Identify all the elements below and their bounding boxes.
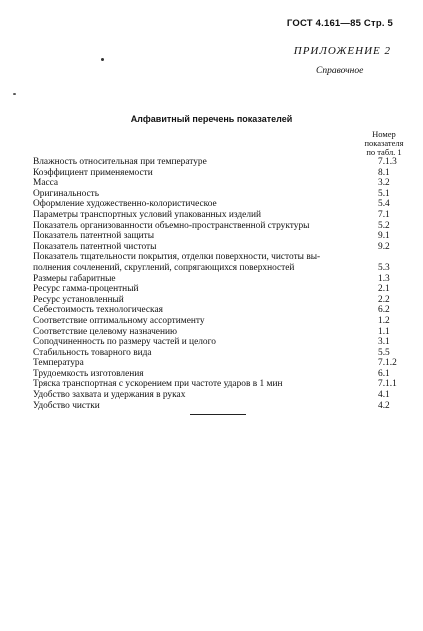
indicator-name: Оформление художественно-колористическое: [33, 199, 217, 210]
indicator-name: Влажность относительная при температуре: [33, 157, 207, 167]
indicator-number: 9.2: [378, 241, 390, 252]
indicator-number: 5.3: [378, 262, 390, 273]
indicator-number: 5.1: [378, 188, 390, 199]
indicator-name: Себестоимость технологическая: [33, 305, 163, 316]
indicator-number: 5.4: [378, 199, 390, 210]
column-header-line: показателя: [364, 138, 404, 148]
end-rule: [190, 414, 246, 415]
list-item: [33, 348, 394, 359]
indicator-number: 2.1: [378, 284, 390, 295]
list-item: [33, 252, 394, 263]
indicator-name: Показатель патентной защиты: [33, 231, 155, 242]
column-header-line: Номер: [372, 129, 396, 139]
list-item: [33, 401, 394, 412]
indicator-list: [33, 157, 397, 411]
list-item: [33, 178, 394, 189]
indicator-name: Коэффициент применяемости: [33, 167, 153, 178]
indicator-number: 1.2: [378, 315, 390, 326]
list-item: [33, 263, 394, 274]
indicator-number: 1.1: [378, 326, 390, 337]
list-item: [33, 327, 394, 338]
indicator-number: 6.2: [378, 305, 390, 316]
speck-mark: [101, 58, 104, 61]
appendix-title: ПРИЛОЖЕНИЕ 2: [293, 45, 391, 57]
indicator-number: 8.1: [378, 167, 390, 178]
page-header: ГОСТ 4.161—85 Стр. 5: [286, 18, 393, 29]
appendix-reference: Справочное: [316, 66, 364, 76]
indicator-number: 5.2: [378, 220, 390, 231]
indicator-number: 6.1: [378, 368, 390, 379]
column-header-line: по табл. 1: [366, 147, 402, 157]
indicator-name: Соответствие целевому назначению: [33, 326, 178, 337]
list-item: [33, 231, 394, 242]
list-item: [33, 168, 394, 179]
column-header: [362, 130, 406, 157]
list-item: [33, 358, 397, 369]
indicator-name: Оригинальность: [33, 188, 100, 199]
indicator-name: Показатель организованности объемно-пространственной структуры: [33, 220, 310, 231]
indicator-name: Ресурс установленный: [33, 294, 124, 305]
indicator-number: 2.2: [378, 294, 390, 305]
list-item: [33, 390, 394, 401]
indicator-number: 9.1: [378, 231, 390, 242]
indicator-name: Соответствие оптимальному ассортименту: [33, 315, 205, 326]
indicator-name: Удобство захвата и удержания в руках: [33, 390, 186, 401]
indicator-name: Стабильность товарного вида: [33, 347, 152, 358]
indicator-name: Показатель тщательности покрытия, отделки поверхности, чистоты вы-: [33, 252, 321, 263]
indicator-name: Ресурс гамма-процентный: [33, 284, 139, 295]
indicator-name: Трудоемкость изготовления: [33, 368, 144, 379]
indicator-number: 4.2: [378, 400, 390, 411]
list-item: [33, 337, 394, 348]
indicator-number: 7.1.3: [378, 157, 397, 167]
list-item: [33, 305, 394, 316]
indicator-name: Размеры габаритные: [33, 273, 116, 284]
indicator-name: Масса: [33, 178, 59, 189]
indicator-name: Температура: [33, 358, 84, 369]
indicator-name: Удобство чистки: [33, 400, 100, 411]
indicator-number: 5.5: [378, 347, 390, 358]
indicator-number: 4.1: [378, 390, 390, 401]
list-item: [33, 379, 397, 390]
indicator-name: Тряска транспортная с ускорением при частоте ударов в 1 мин: [33, 379, 283, 390]
list-item: [33, 242, 394, 253]
list-item: [33, 369, 394, 380]
list-item: [33, 199, 394, 210]
indicator-number: 7.1.2: [378, 358, 397, 369]
speck-mark: [13, 93, 16, 95]
indicator-number: 1.3: [378, 273, 390, 284]
list-item: [33, 284, 394, 295]
indicator-number: 3.2: [378, 178, 390, 189]
indicator-number: 3.1: [378, 337, 390, 348]
indicator-name: полнения сочленений, скруглений, сопрягающихся поверхностей: [33, 262, 295, 273]
indicator-number: 7.1.1: [378, 379, 397, 390]
indicator-name: Показатель патентной чистоты: [33, 241, 157, 252]
list-item: [33, 274, 394, 285]
list-item: [33, 157, 397, 168]
indicator-number: 7.1: [378, 209, 390, 220]
list-item: [33, 221, 394, 232]
indicator-name: Параметры транспортных условий упакованных изделий: [33, 209, 262, 220]
indicator-name: Соподчиненность по размеру частей и целого: [33, 337, 216, 348]
list-item: [33, 316, 394, 327]
list-item: [33, 295, 394, 306]
list-item: [33, 210, 394, 221]
list-title: Алфавитный перечень показателей: [130, 114, 293, 124]
list-item: [33, 189, 394, 200]
